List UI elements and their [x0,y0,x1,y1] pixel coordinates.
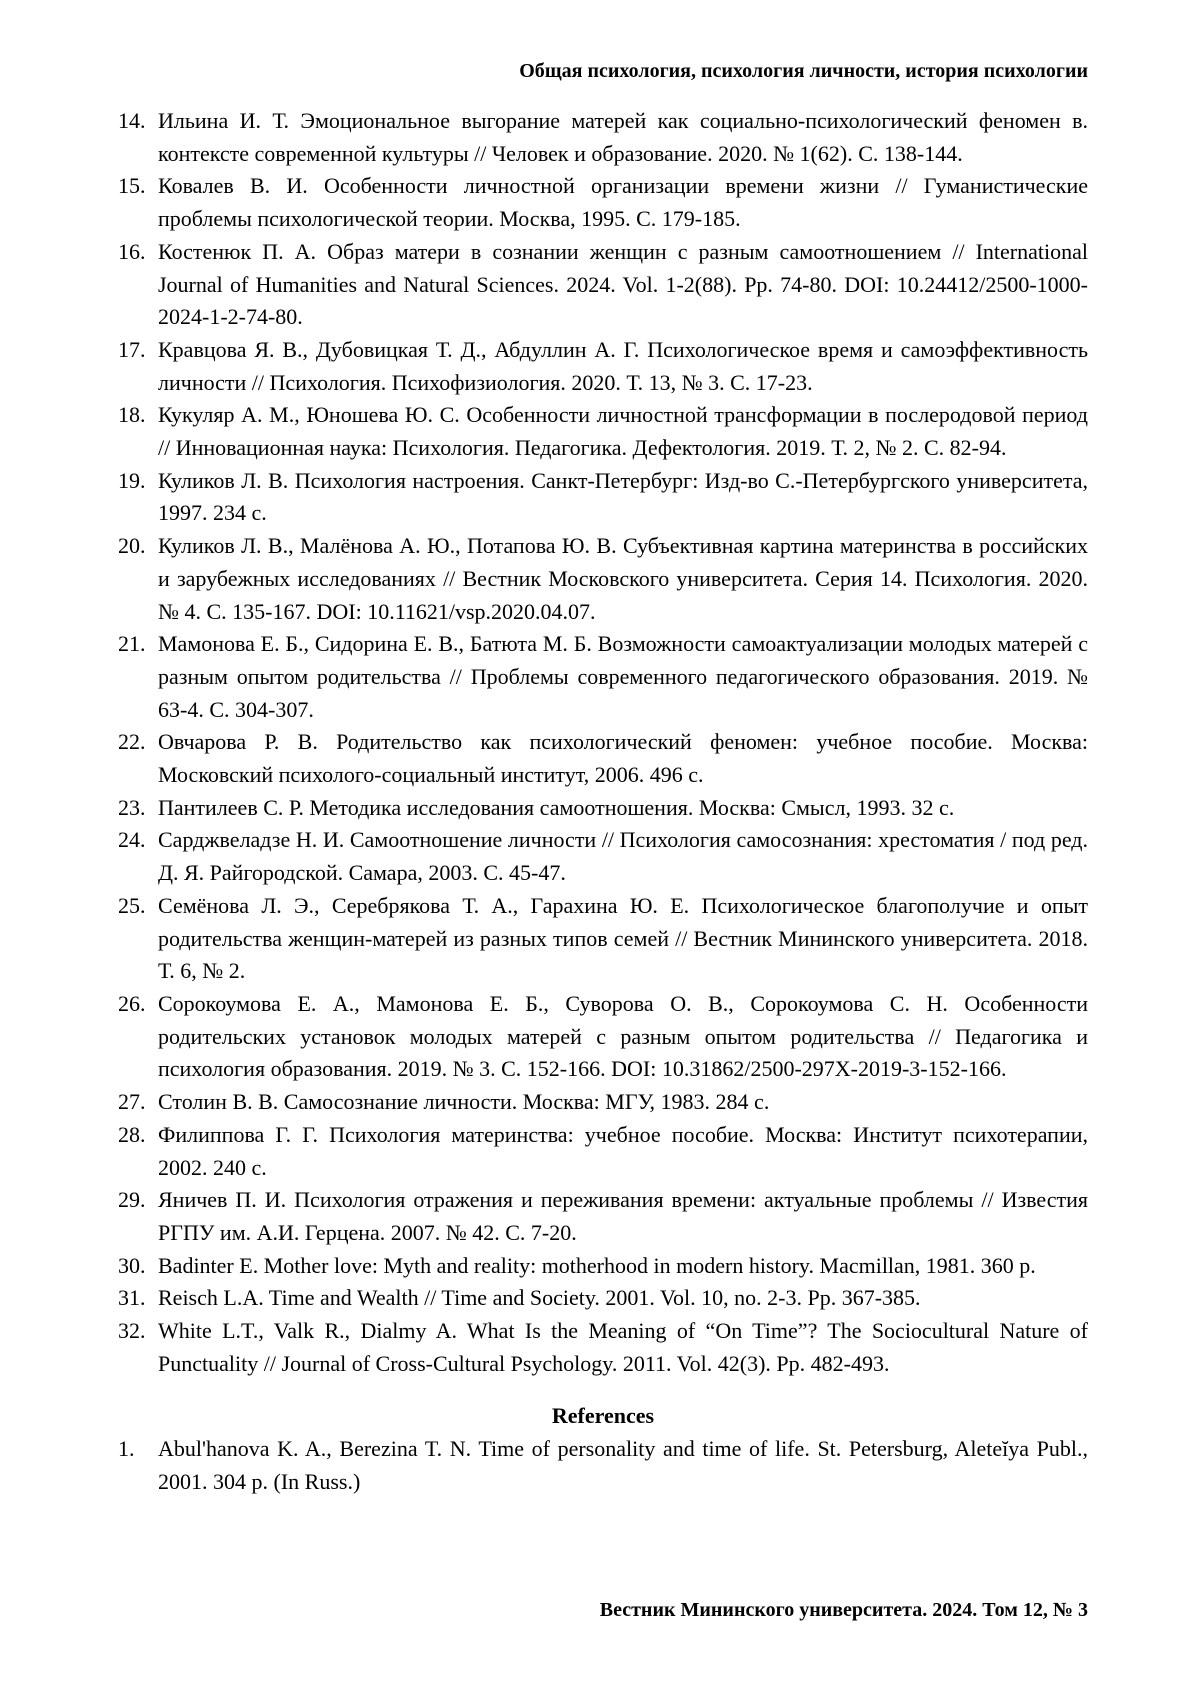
item-text: Овчарова Р. В. Родительство как психологический феномен: учебное пособие. Москва: Московский психолого-социальный институт, 2006. 496 с. [158,729,1088,788]
item-text: Ковалев В. И. Особенности личностной организации времени жизни // Гуманистические проблемы психологической теории. Москва, 1995. С. 179-185. [158,173,1088,232]
bibliography-item [118,1250,1088,1283]
item-number: 14. [118,108,146,133]
item-text: Столин В. В. Самосознание личности. Москва: МГУ, 1983. 284 с. [158,1089,770,1115]
bibliography-item [118,465,1088,530]
bibliography-item [118,1282,1088,1315]
item-number: 32. [118,1318,146,1344]
bibliography-item [118,1086,1088,1119]
item-number: 25. [118,892,146,918]
item-number: 18. [118,402,146,428]
item-text: Reisch L.A. Time and Wealth // Time and Society. 2001. Vol. 10, no. 2-3. Pp. 367-385. [158,1285,921,1311]
bibliography-item [118,399,1088,464]
bibliography-item [118,105,1088,170]
references-item [118,1433,1088,1498]
bibliography-item [118,628,1088,726]
bibliography-item [118,170,1088,235]
item-number: 24. [118,827,146,853]
item-number: 19. [118,467,146,493]
bibliography-item [118,530,1088,628]
bibliography-item [118,334,1088,399]
item-text: Кукуляр А. М., Юношева Ю. С. Особенности личностной трансформации в послеродовой период // Инновационная наука: Психология. Педагогика. Дефектология. 2019. Т. 2, № 2. С. 82-94. [158,402,1088,461]
bibliography-item [118,1315,1088,1380]
item-text: Мамонова Е. Б., Сидорина Е. В., Батюта М. Б. Возможности самоактуализации молодых матерей с разным опытом родительства // Проблемы современного педагогического образования. 2019. № 63-4. С. 304-307. [158,631,1088,722]
item-number: 22. [118,729,146,755]
item-text: Семёнова Л. Э., Серебрякова Т. А., Гарахина Ю. Е. Психологическое благополучие и опыт родительства женщин-матерей из разных типов семей // Вестник Мининского университета. 2018. Т. 6, № 2. [158,892,1088,984]
item-number: 29. [118,1187,146,1213]
item-number: 15. [118,173,146,199]
item-number: 30. [118,1252,146,1278]
bibliography-item [118,890,1088,988]
item-text: Кравцова Я. В., Дубовицкая Т. Д., Абдуллин А. Г. Психологическое время и самоэффективность личности // Психология. Психофизиология. 2020. Т. 13, № 3. С. 17-23. [158,336,1088,395]
item-text: Badinter E. Mother love: Myth and reality: motherhood in modern history. Macmillan, 1981. 360 p. [158,1252,1036,1278]
item-number: 31. [118,1285,146,1311]
item-number: 17. [118,336,146,362]
item-text: Пантилеев С. Р. Методика исследования самоотношения. Москва: Смысл, 1993. 32 с. [158,794,955,820]
bibliography-item [118,1184,1088,1249]
item-number: 26. [118,990,146,1016]
item-number: 1. [118,1436,135,1462]
item-text: Сарджвеладзе Н. И. Самоотношение личности // Психология самосознания: хрестоматия / под ред. Д. Я. Райгородской. Самара, 2003. С. 45-47. [158,827,1088,886]
item-text: Филиппова Г. Г. Психология материнства: учебное пособие. Москва: Институт психотерапии, 2002. 240 с. [158,1121,1088,1180]
item-text: White L.T., Valk R., Dialmy A. What Is the Meaning of “On Time”? The Sociocultural Nature of Punctuality // Journal of Cross-Cultural Psychology. 2011. Vol. 42(3). Pp. 482-493. [158,1318,1088,1376]
item-number: 23. [118,794,146,820]
item-number: 21. [118,631,146,657]
running-footer: Вестник Мининского университета. 2024. Том 12, № 3 [599,1599,1088,1621]
bibliography-item [118,726,1088,791]
references-list [118,1433,1088,1498]
bibliography-item [118,1119,1088,1184]
bibliography-item [118,988,1088,1086]
item-text: Куликов Л. В. Психология настроения. Санкт-Петербург: Изд-во С.-Петербургского университета, 1997. 234 с. [158,467,1088,526]
bibliography-item [118,236,1088,334]
item-number: 28. [118,1121,146,1147]
item-text: Яничев П. И. Психология отражения и переживания времени: актуальные проблемы // Известия РГПУ им. А.И. Герцена. 2007. № 42. С. 7-20. [158,1187,1088,1245]
item-text: Костенюк П. А. Образ матери в сознании женщин с разным самоотношением // International Journal of Humanities and Natural Sciences. 2024. Vol. 1-2(88). Pp. 74-80. DOI: 10.24412/2500-1000-2024-1-2-74-80. [158,238,1088,330]
item-number: 27. [118,1089,146,1115]
bibliography-item [118,824,1088,889]
bibliography-item [118,792,1088,825]
item-text: Куликов Л. В., Малёнова А. Ю., Потапова Ю. В. Субъективная картина материнства в российских и зарубежных исследованиях // Вестник Московского университета. Серия 14. Психология. 2020. № 4. С. 135-167. DOI: 10.11621/vsp.2020.04.07. [158,533,1088,624]
bibliography-list [118,105,1088,1380]
references-heading: References [551,1403,655,1429]
running-header: Общая психология, психология личности, история психологии [519,60,1088,82]
item-text: Ильина И. Т. Эмоциональное выгорание матерей как социально-психологический феномен в. контексте современной культуры // Человек и образование. 2020. № 1(62). С. 138-144. [158,108,1088,166]
item-number: 16. [118,238,146,264]
item-number: 20. [118,533,146,559]
item-text: Сорокоумова Е. А., Мамонова Е. Б., Суворова О. В., Сорокоумова С. Н. Особенности родительских установок молодых матерей с разным опытом родительства // Педагогика и психология образования. 2019. № 3. С. 152-166. DOI: 10.31862/2500-297X-2019-3-152-166. [158,990,1088,1082]
item-text: Abul'hanova K. A., Berezina T. N. Time of personality and time of life. St. Petersburg, Aleteĭya Publ., 2001. 304 p. (In Russ.) [158,1436,1088,1494]
